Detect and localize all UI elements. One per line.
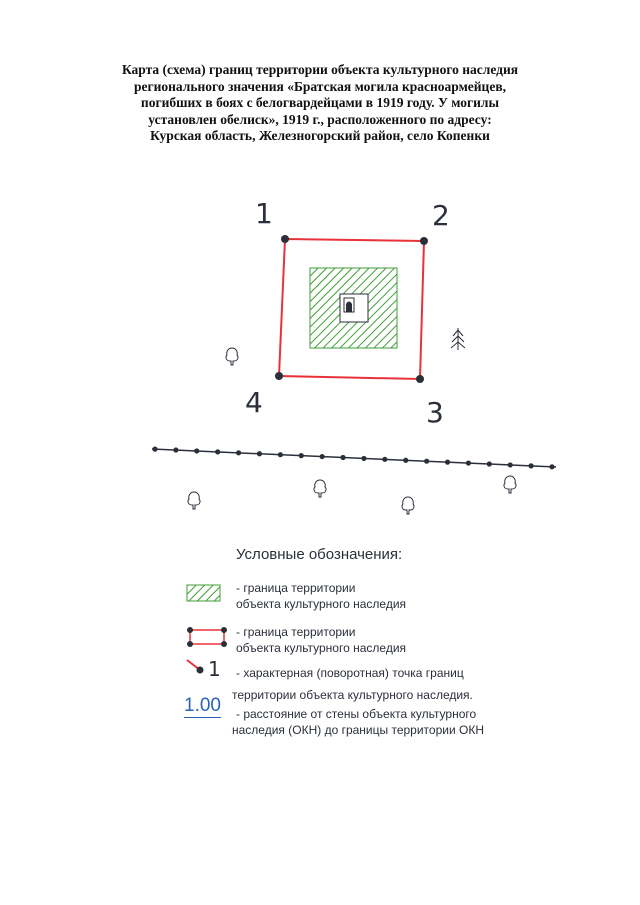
legend-hatch-line-1: - граница территории xyxy=(236,581,356,595)
legend-boundary-symbol xyxy=(187,627,227,647)
railway-dot xyxy=(236,450,241,455)
railway-dot xyxy=(257,451,262,456)
deciduous-tree-icon xyxy=(504,476,516,493)
legend-title: Условные обозначения: xyxy=(236,546,403,563)
railway-dot xyxy=(529,463,534,468)
point-label-3: 3 xyxy=(426,396,444,429)
title-line-4: установлен обелиск», 1919 г., расположенного по адресу: xyxy=(148,111,492,127)
boundary-point-1 xyxy=(281,235,289,243)
railway-dot xyxy=(152,447,157,452)
deciduous-tree-icon xyxy=(226,348,238,365)
legend-hatch-symbol xyxy=(187,585,220,601)
legend-hatch-text xyxy=(236,580,406,612)
railway-dot xyxy=(299,453,304,458)
legend-boundary-text xyxy=(236,624,406,656)
legend-point-line-2: территории объекта культурного наследия. xyxy=(232,688,473,702)
title-line-5: Курская область, Железногорский район, село Копенки xyxy=(150,128,490,143)
railway-dot xyxy=(194,448,199,453)
monument-icon xyxy=(340,294,368,322)
legend-boundary-line-1: - граница территории xyxy=(236,625,356,639)
legend-point-symbol xyxy=(187,657,221,681)
boundary-point-2 xyxy=(420,237,428,245)
point-label-2: 2 xyxy=(432,199,450,232)
railway-dot xyxy=(278,452,283,457)
railway-dot xyxy=(173,447,178,452)
legend-distance-sample: 1.00 xyxy=(184,695,221,716)
railway-dot xyxy=(320,454,325,459)
railway-dot xyxy=(424,459,429,464)
legend-point-text xyxy=(232,662,473,706)
conifer-tree-icon xyxy=(451,328,465,350)
legend-point-line-1: - характерная (поворотная) точка границ xyxy=(236,666,464,680)
railway-dot xyxy=(403,458,408,463)
boundary-point-4 xyxy=(275,372,283,380)
legend-hatch-line-2: объекта культурного наследия xyxy=(236,597,407,611)
railway-dot xyxy=(466,460,471,465)
point-label-4: 4 xyxy=(245,386,263,419)
railway-dot xyxy=(445,460,450,465)
railway-dot xyxy=(215,449,220,454)
railway-line xyxy=(152,447,556,470)
deciduous-tree-icon xyxy=(188,492,200,509)
point-label-1: 1 xyxy=(255,197,273,230)
legend-distance-text xyxy=(232,706,484,738)
legend-distance-line-1: - расстояние от стены объекта культурного xyxy=(236,707,477,721)
deciduous-tree-icon xyxy=(402,497,414,514)
railway-dot xyxy=(361,456,366,461)
title-line-2: регионального значения «Братская могила красноармейцев, xyxy=(134,78,506,94)
legend-distance-line-2: наследия (ОКН) до границы территории ОКН xyxy=(232,723,484,737)
title-line-3: погибших в боях с белогвардейцами в 1919 году. У могилы xyxy=(140,95,500,110)
railway-dot xyxy=(340,455,345,460)
railway-dot xyxy=(508,462,513,467)
title-line-1: Карта (схема) границ территории объекта культурного наследия xyxy=(121,62,519,77)
railway-dot xyxy=(487,461,492,466)
railway-dot xyxy=(549,464,554,469)
boundary-point-3 xyxy=(416,375,424,383)
deciduous-tree-icon xyxy=(314,480,326,497)
legend-point-sample-label: 1 xyxy=(208,657,221,681)
railway-dot xyxy=(382,457,387,462)
legend-boundary-line-2: объекта культурного наследия xyxy=(236,641,407,655)
